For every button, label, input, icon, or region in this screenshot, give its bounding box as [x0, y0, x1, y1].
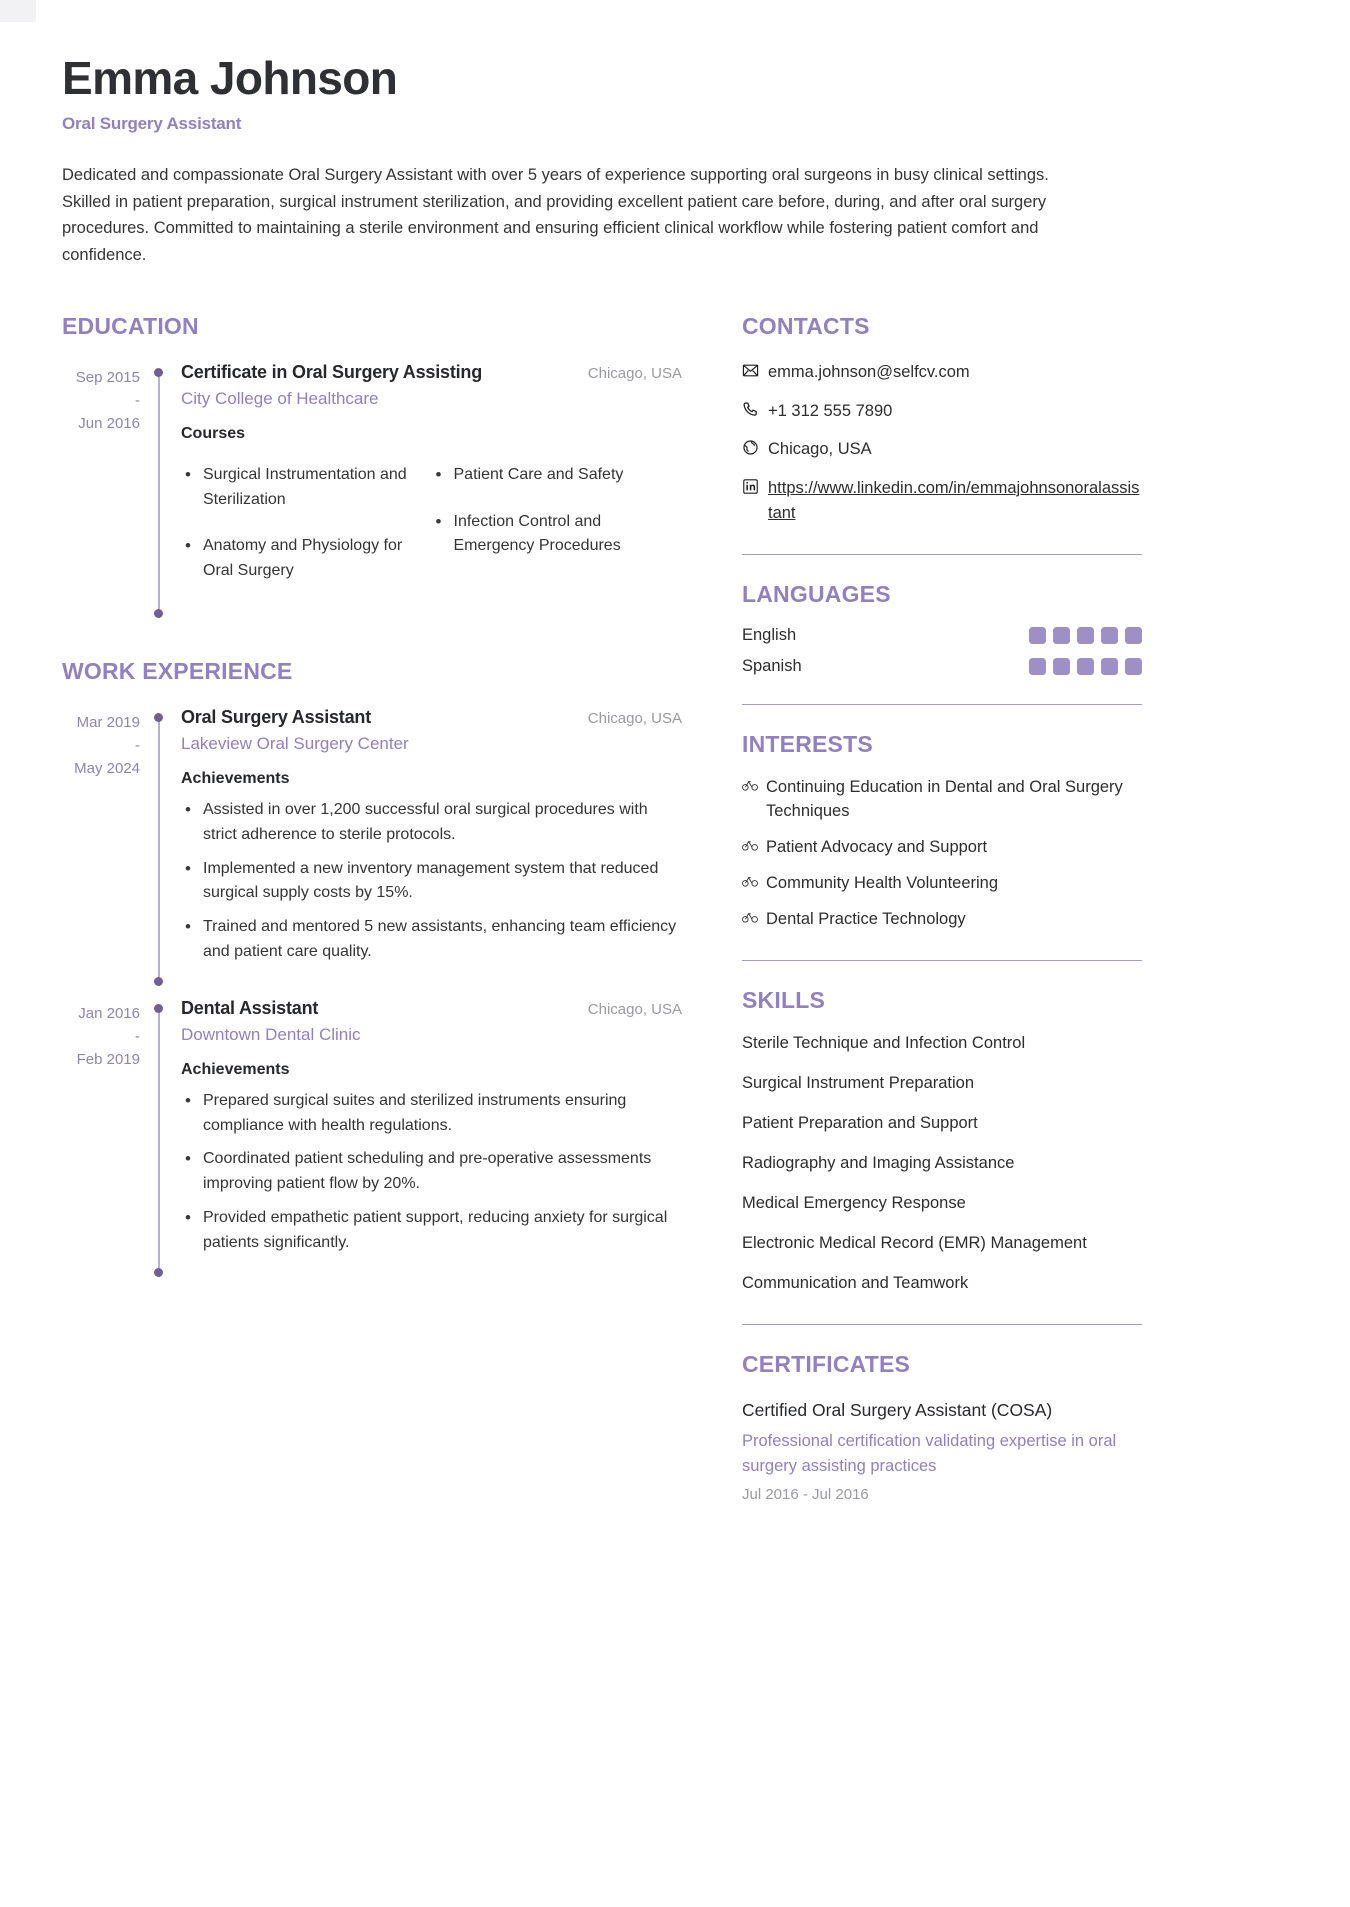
rating-square [1029, 658, 1046, 675]
candidate-job-title: Oral Surgery Assistant [62, 113, 242, 133]
entry-title-row [181, 707, 682, 728]
language-rating [1029, 658, 1142, 675]
list-item: • Provided empathetic patient support, reducing anxiety for surgical patients significantly. [181, 1206, 682, 1256]
entry-location: Chicago, USA [587, 709, 682, 727]
courses-subheading: Courses [181, 424, 246, 442]
languages-heading: LANGUAGES [742, 580, 891, 607]
work-experience-heading: WORK EXPERIENCE [62, 657, 293, 684]
professional-summary: Dedicated and compassionate Oral Surgery Assistant with over 5 years of experience supporting oral surgeons in busy clinical settings. Skilled in patient preparation, surgical instrument sterilization, and providing excellent patient care before, during, and after oral surgery procedures. Committed to maintaining a sterile environment and ensuring efficient clinical workflow while fostering patient comfort and confidence. [62, 165, 1049, 265]
entry-location: Chicago, USA [587, 1000, 682, 1018]
divider [742, 554, 1142, 555]
bicycle-icon [742, 836, 766, 851]
interest-text: Continuing Education in Dental and Oral Surgery Techniques [766, 778, 1123, 821]
entry-title-row [181, 362, 682, 383]
date-start: Jan 2016 [78, 1004, 140, 1022]
list-item: • Trained and mentored 5 new assistants, enhancing team efficiency and patient care quality. [181, 915, 682, 965]
institution-name: City College of Healthcare [181, 388, 379, 408]
list-item: Surgical Instrument Preparation [742, 1074, 975, 1093]
work-entry [62, 998, 682, 1277]
certificate-date: Jul 2016 - Jul 2016 [742, 1485, 869, 1503]
phone-icon [742, 399, 768, 418]
languages-section [742, 581, 1142, 676]
date-dash: - [135, 392, 140, 410]
courses-grid [181, 453, 682, 606]
contact-linkedin-row[interactable] [742, 476, 1142, 526]
list-item: • Anatomy and Physiology for Oral Surgery [181, 534, 432, 584]
list-item: • Patient Care and Safety [432, 463, 683, 488]
company-name: Downtown Dental Clinic [181, 1024, 361, 1044]
list-item: Medical Emergency Response [742, 1193, 966, 1212]
contact-email-row[interactable] [742, 360, 1142, 385]
entry-date-range [62, 707, 154, 986]
achievements-subheading: Achievements [181, 769, 290, 787]
courses-column-left [181, 463, 432, 606]
main-column [62, 313, 682, 1509]
timeline-dot-start [154, 368, 163, 377]
timeline-marker [154, 998, 165, 1277]
timeline-dot-end [154, 609, 163, 618]
timeline-dot-start [154, 1004, 163, 1013]
envelope-icon [742, 360, 768, 379]
work-entry [62, 707, 682, 986]
sidebar-column [742, 313, 1142, 1509]
work-entries [62, 707, 682, 1277]
candidate-name: Emma Johnson [62, 52, 398, 104]
linkedin-icon [742, 476, 768, 495]
skills-list [742, 1032, 1142, 1295]
courses-column-right [432, 463, 683, 606]
timeline-marker [154, 707, 165, 986]
language-name: English [742, 625, 797, 644]
interests-section [742, 731, 1142, 932]
interest-text: Dental Practice Technology [766, 909, 966, 928]
achievements-list [181, 1089, 682, 1256]
skills-heading: SKILLS [742, 987, 825, 1014]
language-row-english [742, 626, 1142, 645]
certificate-title: Certified Oral Surgery Assistant (COSA) [742, 1400, 1053, 1421]
rating-square [1101, 627, 1118, 644]
list-item: • Implemented a new inventory management system that reduced surgical supply costs by 15%. [181, 857, 682, 907]
work-experience-section [62, 658, 682, 1277]
rating-square [1029, 627, 1046, 644]
education-entry [62, 362, 682, 618]
entry-content [165, 707, 682, 986]
bicycle-icon [742, 776, 766, 791]
list-item: Sterile Technique and Infection Control [742, 1034, 1026, 1053]
contacts-list [742, 360, 1142, 526]
interests-heading: INTERESTS [742, 731, 873, 758]
languages-list [742, 626, 1142, 676]
divider [742, 704, 1142, 705]
contact-location-row[interactable] [742, 437, 1142, 462]
interests-list [742, 776, 1142, 932]
list-item: • Coordinated patient scheduling and pre-operative assessments improving patient flow by 20%. [181, 1147, 682, 1197]
job-title: Oral Surgery Assistant [181, 706, 372, 727]
timeline-dot-start [154, 713, 163, 722]
achievements-subheading: Achievements [181, 1060, 290, 1078]
certificates-section [742, 1351, 1142, 1503]
rating-square [1125, 658, 1142, 675]
contact-phone-text: +1 312 555 7890 [768, 401, 893, 420]
rating-square [1077, 658, 1094, 675]
date-dash: - [135, 1027, 140, 1045]
timeline-line [158, 371, 160, 618]
divider [742, 960, 1142, 961]
date-dash: - [135, 737, 140, 755]
timeline-line [158, 1007, 160, 1277]
list-item: Patient Preparation and Support [742, 1114, 978, 1133]
certificate-item [742, 1398, 1142, 1503]
rating-square [1125, 627, 1142, 644]
globe-icon [742, 437, 768, 456]
contact-email-text: emma.johnson@selfcv.com [768, 362, 970, 381]
job-title: Dental Assistant [181, 997, 319, 1018]
achievements-list [181, 798, 682, 965]
list-item [742, 776, 1142, 824]
education-entries [62, 362, 682, 618]
date-end: May 2024 [74, 760, 140, 778]
date-start: Mar 2019 [76, 713, 140, 731]
list-item: Communication and Teamwork [742, 1273, 969, 1292]
rating-square [1077, 627, 1094, 644]
list-item [742, 836, 1142, 860]
date-start: Sep 2015 [75, 368, 140, 386]
list-item: Radiography and Imaging Assistance [742, 1154, 1015, 1173]
contact-phone-row[interactable] [742, 399, 1142, 424]
certificate-description: Professional certification validating expertise in oral surgery assisting practices [742, 1431, 1117, 1476]
education-heading: EDUCATION [62, 312, 199, 339]
contact-linkedin-link[interactable]: https://www.linkedin.com/in/emmajohnsonoralassistant [768, 479, 1140, 522]
degree-title: Certificate in Oral Surgery Assisting [181, 361, 483, 382]
language-row-spanish [742, 657, 1142, 676]
list-item: • Infection Control and Emergency Procedures [432, 510, 683, 560]
entry-content [165, 362, 682, 618]
interest-text: Community Health Volunteering [766, 874, 999, 893]
skills-section [742, 987, 1142, 1295]
contacts-section [742, 313, 1142, 526]
rating-square [1101, 658, 1118, 675]
resume-header [62, 0, 1288, 269]
interest-text: Patient Advocacy and Support [766, 838, 988, 857]
rating-square [1053, 627, 1070, 644]
entry-content [165, 998, 682, 1277]
certificates-heading: CERTIFICATES [742, 1351, 911, 1378]
divider [742, 1324, 1142, 1325]
contacts-heading: CONTACTS [742, 312, 870, 339]
entry-date-range [62, 998, 154, 1277]
corner-notch [0, 0, 36, 22]
language-rating [1029, 627, 1142, 644]
company-name: Lakeview Oral Surgery Center [181, 733, 409, 753]
entry-location: Chicago, USA [587, 364, 682, 382]
list-item [742, 908, 1142, 932]
entry-date-range [62, 362, 154, 618]
list-item: • Prepared surgical suites and sterilized instruments ensuring compliance with health regulations. [181, 1089, 682, 1139]
date-end: Feb 2019 [76, 1051, 140, 1069]
list-item: • Surgical Instrumentation and Sterilization [181, 463, 432, 513]
timeline-line [158, 716, 160, 986]
bicycle-icon [742, 872, 766, 887]
contact-location-text: Chicago, USA [768, 440, 872, 459]
bicycle-icon [742, 908, 766, 923]
list-item: • Assisted in over 1,200 successful oral surgical procedures with strict adherence to sterile protocols. [181, 798, 682, 848]
timeline-dot-end [154, 1268, 163, 1277]
timeline-marker [154, 362, 165, 618]
timeline-dot-end [154, 977, 163, 986]
resume-body [62, 313, 1288, 1509]
language-name: Spanish [742, 656, 802, 675]
date-end: Jun 2016 [78, 415, 140, 433]
entry-title-row [181, 998, 682, 1019]
rating-square [1053, 658, 1070, 675]
education-section [62, 313, 682, 618]
list-item [742, 872, 1142, 896]
list-item: Electronic Medical Record (EMR) Management [742, 1233, 1087, 1252]
